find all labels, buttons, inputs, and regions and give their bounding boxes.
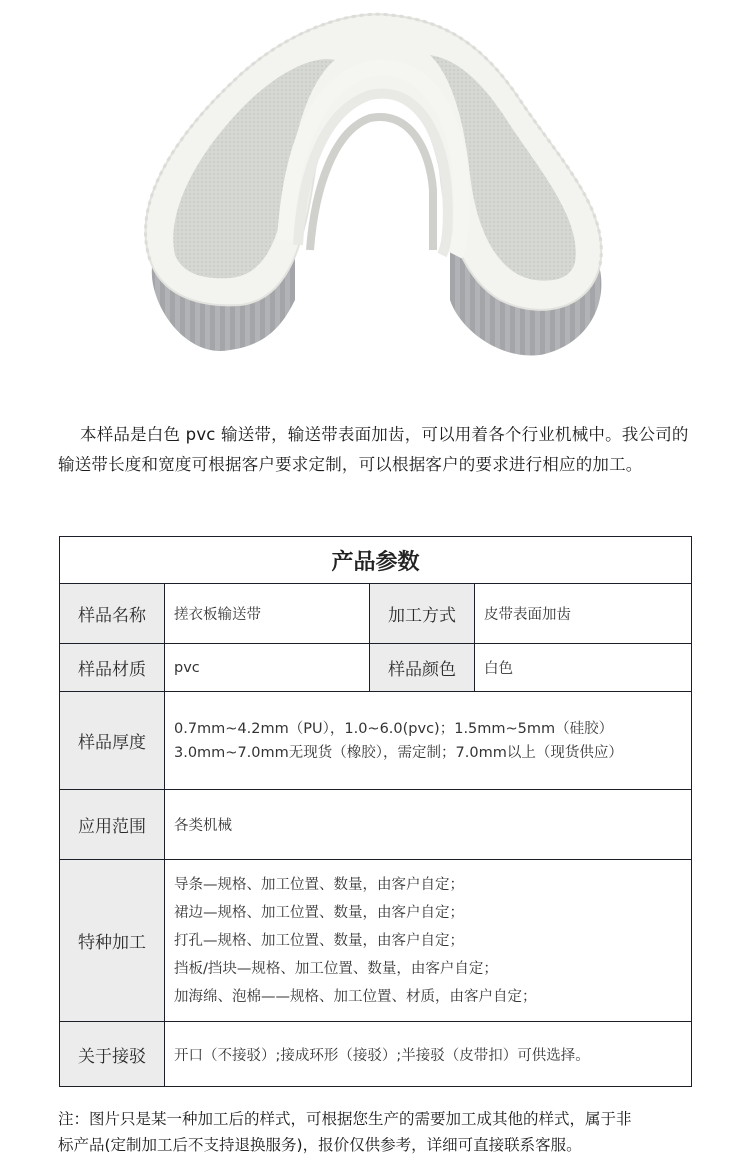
intro-paragraph: 本样品是白色 pvc 输送带，输送带表面加齿，可以用着各个行业机械中。我公司的输送带长度和宽度可根据客户要求定制，可以根据客户的要求进行相应的加工。 xyxy=(58,425,689,474)
conveyor-belt-image xyxy=(120,0,630,380)
spec-title-row xyxy=(60,537,692,584)
table-row xyxy=(60,692,692,790)
value-special-processing xyxy=(165,860,692,1022)
table-row xyxy=(60,860,692,1022)
product-image xyxy=(120,0,630,380)
intro-text xyxy=(58,420,698,480)
spec-title: 产品参数 xyxy=(60,537,692,584)
note-line-2: 标产品(定制加工后不支持退换服务)，报价仅供参考，详细可直接联系客服。 xyxy=(58,1136,582,1154)
label-splicing: 关于接驳 xyxy=(60,1022,165,1087)
value-material: pvc xyxy=(165,644,370,692)
thickness-line: 3.0mm~7.0mm无现货（橡胶），需定制；7.0mm以上（现货供应） xyxy=(174,744,623,761)
table-row xyxy=(60,584,692,644)
spec-table xyxy=(59,536,692,1087)
value-color: 白色 xyxy=(475,644,692,692)
table-row xyxy=(60,790,692,860)
special-processing-line: 打孔—规格、加工位置、数量，由客户自定； xyxy=(174,932,464,949)
special-processing-line: 裙边—规格、加工位置、数量，由客户自定； xyxy=(174,904,464,921)
label-color: 样品颜色 xyxy=(370,644,475,692)
footer-note xyxy=(58,1106,708,1158)
label-special-processing: 特种加工 xyxy=(60,860,165,1022)
label-thickness: 样品厚度 xyxy=(60,692,165,790)
thickness-line: 0.7mm~4.2mm（PU），1.0~6.0(pvc)；1.5mm~5mm（硅胶） xyxy=(174,720,614,737)
note-line-1: 注：图片只是某一种加工后的样式，可根据您生产的需要加工成其他的样式，属于非 xyxy=(58,1110,632,1128)
special-processing-line: 加海绵、泡棉——规格、加工位置、材质，由客户自定； xyxy=(174,988,537,1005)
value-application: 各类机械 xyxy=(165,790,692,860)
value-sample-name: 搓衣板输送带 xyxy=(165,584,370,644)
table-row xyxy=(60,1022,692,1087)
special-processing-line: 挡板/挡块—规格、加工位置、数量，由客户自定； xyxy=(174,960,498,977)
value-processing-method: 皮带表面加齿 xyxy=(475,584,692,644)
label-application: 应用范围 xyxy=(60,790,165,860)
value-thickness xyxy=(165,692,692,790)
label-processing-method: 加工方式 xyxy=(370,584,475,644)
label-sample-name: 样品名称 xyxy=(60,584,165,644)
special-processing-line: 导条—规格、加工位置、数量，由客户自定； xyxy=(174,876,464,893)
table-row xyxy=(60,644,692,692)
value-splicing: 开口（不接驳）;接成环形（接驳）;半接驳（皮带扣）可供选择。 xyxy=(165,1022,692,1087)
label-material: 样品材质 xyxy=(60,644,165,692)
